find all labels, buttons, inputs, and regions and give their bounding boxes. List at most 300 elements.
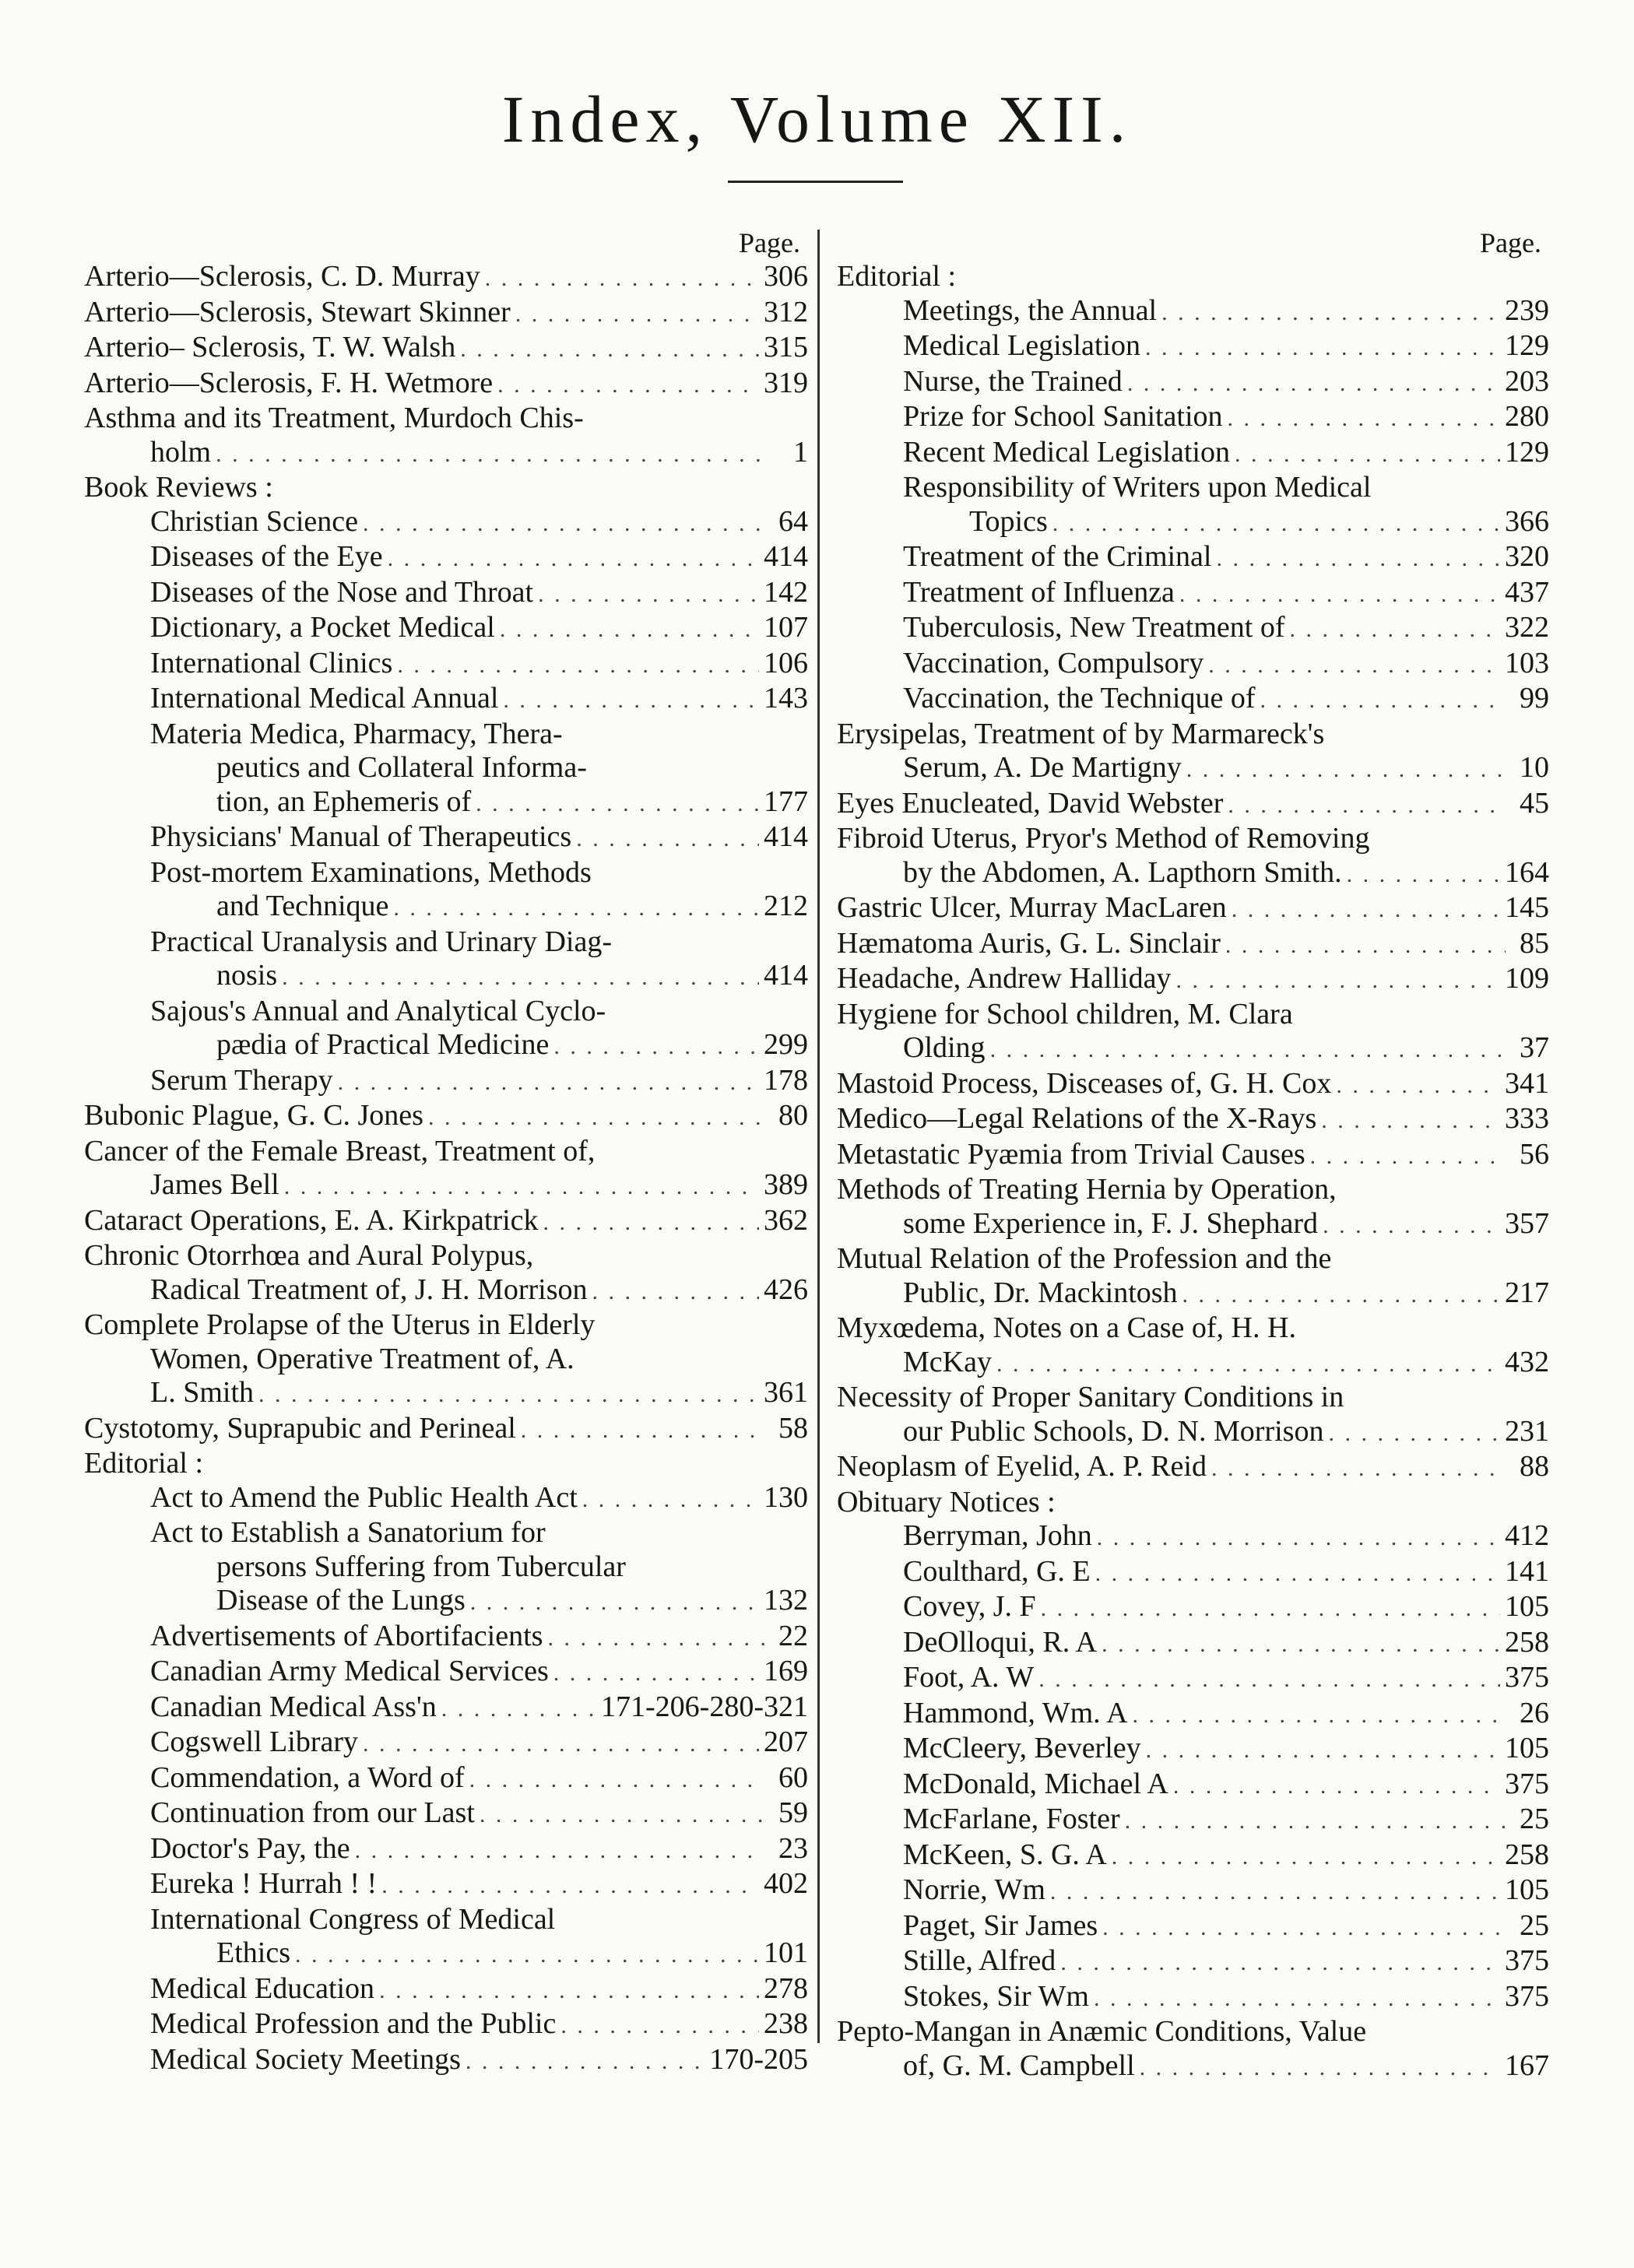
leader-dots	[521, 1413, 764, 1448]
leader-dots	[500, 613, 759, 647]
entry-text: Fibroid Uterus, Pryor's Method of Removing	[837, 822, 1370, 855]
index-entry	[837, 1519, 1549, 1555]
entry-text: Arterio—Sclerosis, F. H. Wetmore	[84, 366, 494, 399]
leader-dots	[1216, 542, 1500, 576]
index-entry	[84, 856, 808, 925]
entry-text: nosis	[216, 959, 278, 992]
page-number: 26	[1520, 1696, 1549, 1729]
entry-text: Obituary Notices :	[837, 1485, 1056, 1518]
index-entry	[837, 1768, 1549, 1803]
index-entry	[84, 1516, 808, 1620]
page-number: 37	[1520, 1031, 1549, 1064]
entry-text: Pepto-Mangan in Anæmic Conditions, Value	[837, 2015, 1367, 2048]
leader-dots	[480, 1798, 764, 1832]
entry-text: Women, Operative Treatment of, A.	[150, 1342, 575, 1375]
page-number: 10	[1520, 751, 1549, 784]
entry-text: International Congress of Medical	[150, 1902, 556, 1936]
index-section-heading	[84, 1447, 808, 1481]
page-number: 105	[1505, 1873, 1549, 1906]
leader-dots	[1038, 1662, 1500, 1697]
leader-dots	[996, 1347, 1500, 1382]
page-number: 129	[1505, 329, 1549, 362]
page-number: 167	[1505, 2049, 1549, 2082]
page-number: 412	[1505, 1519, 1549, 1552]
page-number: 109	[1505, 962, 1549, 995]
leader-dots	[338, 1066, 759, 1100]
leader-dots	[1347, 858, 1500, 892]
page-number: 426	[764, 1273, 808, 1306]
leader-dots	[1041, 1592, 1500, 1626]
entry-text: and Technique	[216, 890, 389, 922]
entry-text: Gastric Ulcer, Murray MacLaren	[837, 891, 1227, 924]
leader-dots	[1145, 331, 1500, 365]
index-entry	[84, 1972, 808, 2008]
entry-text: Responsibility of Writers upon Medical	[903, 471, 1372, 504]
page-number: 375	[1505, 1979, 1549, 2013]
entry-text: Neoplasm of Eyelid, A. P. Reid	[837, 1450, 1207, 1483]
leader-dots	[515, 297, 759, 332]
page-column-label: Page.	[739, 227, 800, 258]
entry-text: of, G. M. Campbell	[903, 2049, 1135, 2082]
entry-text: Editorial :	[837, 260, 957, 293]
page-number: 103	[1505, 646, 1549, 679]
page-number: 414	[764, 959, 808, 992]
entry-text: Medico—Legal Relations of the X-Rays	[837, 1102, 1317, 1135]
index-entry	[84, 1099, 808, 1135]
page-number: 105	[1505, 1590, 1549, 1623]
entry-text: Topics	[969, 504, 1048, 538]
entry-text: Hygiene for School children, M. Clara	[837, 997, 1293, 1030]
entry-text: Serum, A. De Martigny	[903, 751, 1182, 784]
leader-dots	[466, 2045, 705, 2079]
index-entry	[837, 927, 1549, 963]
left-column	[84, 226, 808, 2078]
entry-text: Complete Prolapse of the Uterus in Elderly	[84, 1308, 596, 1341]
leader-dots	[393, 891, 759, 925]
page-number: 101	[764, 1936, 808, 1969]
entry-text: Post-mortem Examinations, Methods	[150, 855, 592, 889]
entry-text: Mastoid Process, Disceases of, G. H. Cox	[837, 1066, 1332, 1100]
index-section-heading	[837, 260, 1549, 294]
leader-dots	[1225, 929, 1506, 963]
entry-text: Continuation from our Last	[150, 1796, 475, 1829]
index-entry	[837, 1626, 1549, 1662]
index-entry	[84, 611, 808, 647]
entry-text: McFarlane, Foster	[903, 1803, 1120, 1835]
leader-dots	[1102, 1911, 1506, 1945]
entry-text: Canadian Medical Ass'n	[150, 1690, 437, 1723]
entry-text: persons Suffering from Tubercular	[216, 1550, 626, 1583]
entry-text: McKay	[903, 1345, 992, 1378]
page-number: 88	[1520, 1450, 1549, 1483]
entry-text: International Medical Annual	[150, 682, 499, 714]
entry-text: Paget, Sir James	[903, 1908, 1098, 1942]
leader-dots	[1260, 683, 1506, 718]
entry-text: pædia of Practical Medicine	[216, 1028, 550, 1061]
leader-dots	[381, 1869, 759, 1903]
entry-text: Sajous's Annual and Analytical Cyclo-	[150, 994, 606, 1027]
entry-text: Stille, Alfred	[903, 1944, 1056, 1977]
page-number: 322	[1505, 611, 1549, 644]
entry-text: Arterio– Sclerosis, T. W. Walsh	[84, 331, 456, 363]
page-number: 306	[764, 260, 808, 293]
page-number: 357	[1505, 1206, 1549, 1240]
leader-dots	[441, 1692, 596, 1726]
page-column-label: Page.	[1480, 227, 1541, 258]
entry-text: Diseases of the Eye	[150, 540, 383, 573]
leader-dots	[1232, 893, 1500, 927]
page-number: 258	[1505, 1838, 1549, 1871]
leader-dots	[1179, 578, 1500, 612]
leader-dots	[216, 437, 764, 472]
leader-dots	[1211, 1452, 1506, 1486]
page-number: 231	[1505, 1414, 1549, 1448]
index-entry	[84, 995, 808, 1064]
index-entry	[84, 1204, 808, 1240]
index-entry	[837, 1242, 1549, 1311]
index-entry	[84, 925, 808, 995]
leader-dots	[363, 1727, 759, 1761]
entry-text: Medical Education	[150, 1971, 375, 2005]
entry-text: Prize for School Sanitation	[903, 400, 1223, 433]
leader-dots	[1336, 1069, 1500, 1103]
index-entry	[84, 1135, 808, 1204]
index-entry	[84, 718, 808, 821]
leader-dots	[1186, 753, 1506, 787]
page-number: 170-205	[709, 2042, 808, 2076]
entry-text: Treatment of the Criminal	[903, 540, 1212, 573]
index-entry	[837, 822, 1549, 891]
leader-dots	[379, 1974, 759, 2008]
page-number: 414	[764, 540, 808, 573]
index-section-heading	[84, 471, 808, 505]
leader-dots	[1323, 1209, 1500, 1243]
leader-dots	[1182, 1278, 1500, 1312]
index-entry	[837, 1381, 1549, 1450]
entry-text: Tuberculosis, New Treatment of	[903, 611, 1285, 644]
page-number: 299	[764, 1028, 808, 1061]
leader-dots	[485, 262, 759, 296]
index-entry	[837, 891, 1549, 927]
page-number: 362	[764, 1203, 808, 1237]
index-entry	[84, 1690, 808, 1726]
index-entry	[837, 400, 1549, 436]
entry-text: McDonald, Michael A	[903, 1767, 1168, 1800]
page-title: Index, Volume XII.	[501, 82, 1133, 156]
leader-dots	[497, 368, 759, 402]
page-number: 56	[1520, 1137, 1549, 1171]
index-entry	[837, 1661, 1549, 1697]
page-number: 58	[778, 1411, 808, 1445]
entry-text: Advertisements of Abortifacients	[150, 1619, 543, 1652]
page-number: 164	[1505, 855, 1549, 889]
page-number: 402	[764, 1867, 808, 1900]
entry-text: Diseases of the Nose and Throat	[150, 575, 534, 609]
index-entry	[84, 1903, 808, 1972]
page-number: 320	[1505, 540, 1549, 573]
entry-text: Berryman, John	[903, 1519, 1092, 1552]
index-entry	[84, 505, 808, 541]
index-entry	[837, 682, 1549, 718]
entry-text: Cogswell Library	[150, 1726, 359, 1758]
page-number: 177	[764, 785, 808, 818]
page-number: 64	[778, 504, 808, 538]
entry-text: Dictionary, a Pocket Medical	[150, 611, 495, 644]
index-entry	[84, 1832, 808, 1868]
entry-text: Christian Science	[150, 504, 358, 538]
entry-text: Headache, Andrew Halliday	[837, 962, 1172, 995]
page-number: 432	[1505, 1345, 1549, 1378]
entry-text: Mutual Relation of the Profession and the	[837, 1242, 1332, 1275]
entry-text: Norrie, Wm	[903, 1873, 1045, 1906]
index-entry	[84, 1655, 808, 1690]
page-number: 389	[764, 1168, 808, 1201]
leader-dots	[1060, 1946, 1500, 1980]
entry-text: Public, Dr. Mackintosh	[903, 1276, 1178, 1309]
entry-text: Medical Profession and the Public	[150, 2007, 557, 2040]
index-entry	[84, 1867, 808, 1903]
index-entry	[84, 1726, 808, 1761]
leader-dots	[547, 1621, 764, 1655]
page-number: 143	[764, 682, 808, 714]
index-entry	[837, 1590, 1549, 1626]
index-entry	[84, 647, 808, 683]
leader-dots	[1321, 1104, 1500, 1138]
page-number: 333	[1505, 1102, 1549, 1135]
entry-text: by the Abdomen, A. Lapthorn Smith.	[903, 855, 1342, 889]
leader-dots	[1328, 1417, 1500, 1451]
entry-text: Vaccination, Compulsory	[903, 646, 1204, 679]
leader-dots	[258, 1378, 759, 1412]
index-entry	[837, 1803, 1549, 1838]
entry-text: Arterio—Sclerosis, Stewart Skinner	[84, 295, 511, 328]
entry-text: Practical Uranalysis and Urinary Diag-	[150, 925, 613, 958]
entry-text: tion, an Ephemeris of	[216, 785, 472, 818]
leader-dots	[428, 1101, 764, 1135]
index-entry	[837, 1138, 1549, 1174]
entry-text: Radical Treatment of, J. H. Morrison	[150, 1273, 588, 1306]
page-number: 258	[1505, 1625, 1549, 1659]
leader-dots	[1175, 964, 1500, 998]
page-number: 142	[764, 575, 808, 609]
leader-dots	[476, 787, 759, 821]
entry-text: DeOlloqui, R. A	[903, 1625, 1098, 1659]
index-entry	[837, 962, 1549, 998]
page-number: 178	[764, 1063, 808, 1097]
page-number: 169	[764, 1655, 808, 1687]
page-number: 375	[1505, 1944, 1549, 1977]
index-section-heading	[837, 1486, 1549, 1520]
leader-dots	[282, 960, 759, 995]
entry-text: McKeen, S. G. A	[903, 1838, 1107, 1871]
leader-dots	[576, 822, 759, 856]
page-number: 99	[1520, 682, 1549, 714]
page-number: 171-206-280-321	[601, 1690, 808, 1723]
entry-text: peutics and Collateral Informa-	[216, 751, 587, 784]
index-entry	[84, 1064, 808, 1100]
leader-dots	[1133, 1698, 1506, 1733]
index-entry	[84, 1412, 808, 1448]
leader-dots	[388, 542, 759, 576]
index-entry	[84, 402, 808, 471]
leader-dots	[1050, 1875, 1500, 1909]
leader-dots	[1094, 1982, 1500, 2016]
entry-text: Nurse, the Trained	[903, 364, 1123, 398]
index-entry	[837, 1311, 1549, 1381]
entry-text: Medical Legislation	[903, 329, 1140, 362]
entry-text: Erysipelas, Treatment of by Marmareck's	[837, 717, 1325, 750]
entry-text: Cancer of the Female Breast, Treatment of,	[84, 1134, 596, 1167]
right-column	[837, 226, 1549, 2084]
leader-dots	[1127, 367, 1500, 401]
index-entry	[837, 540, 1549, 576]
page-number: 203	[1505, 364, 1549, 398]
leader-dots	[284, 1170, 759, 1204]
index-entry	[837, 471, 1549, 540]
entry-text: Editorial :	[84, 1447, 204, 1480]
entry-text: Hæmatoma Auris, G. L. Sinclair	[837, 926, 1221, 960]
leader-dots	[560, 2009, 759, 2043]
page-number: 341	[1505, 1066, 1549, 1100]
entry-text: Cystotomy, Suprapubic and Perineal	[84, 1411, 516, 1445]
index-entry	[837, 294, 1549, 330]
entry-text: Disease of the Lungs	[216, 1584, 466, 1617]
leader-dots	[1235, 437, 1500, 472]
entry-text: Metastatic Pyæmia from Trivial Causes	[837, 1137, 1305, 1171]
leader-dots	[553, 1030, 759, 1064]
page-number: 130	[764, 1480, 808, 1514]
leader-dots	[1228, 402, 1500, 436]
entry-text: Myxœdema, Notes on a Case of, H. H.	[837, 1311, 1296, 1344]
leader-dots	[1097, 1521, 1500, 1555]
page-number: 25	[1520, 1908, 1549, 1942]
entry-text: Necessity of Proper Sanitary Conditions in	[837, 1381, 1344, 1413]
entry-text: Act to Establish a Sanatorium for	[150, 1516, 546, 1549]
entry-text: Doctor's Pay, the	[150, 1831, 350, 1865]
entry-text: Bubonic Plague, G. C. Jones	[84, 1099, 423, 1132]
page-number: 106	[764, 646, 808, 679]
page-number: 22	[778, 1619, 808, 1652]
page-number: 375	[1505, 1661, 1549, 1694]
leader-dots	[1052, 507, 1500, 541]
entry-text: Methods of Treating Hernia by Operation,	[837, 1173, 1337, 1206]
leader-dots	[592, 1275, 759, 1309]
entry-text: Treatment of Influenza	[903, 575, 1175, 609]
page-number: 437	[1505, 575, 1549, 609]
leader-dots	[1112, 1840, 1500, 1874]
page-number: 25	[1520, 1803, 1549, 1835]
page-number: 239	[1505, 293, 1549, 327]
leader-dots	[553, 1656, 759, 1690]
leader-dots	[1228, 788, 1506, 823]
index-entry	[837, 576, 1549, 612]
entry-text: Asthma and its Treatment, Murdoch Chis-	[84, 402, 584, 434]
leader-dots	[469, 1763, 764, 1797]
page-number: 1	[793, 435, 808, 469]
page-number: 414	[764, 820, 808, 853]
page-number: 212	[764, 890, 808, 922]
index-entry	[84, 820, 808, 856]
leader-dots	[1125, 1804, 1506, 1838]
index-entry	[837, 1173, 1549, 1242]
column-divider	[817, 230, 820, 2043]
page-number: 217	[1505, 1276, 1549, 1309]
index-entry	[837, 1697, 1549, 1733]
entry-text: Canadian Army Medical Services	[150, 1655, 549, 1687]
leader-dots	[355, 1834, 764, 1868]
page-number: 141	[1505, 1554, 1549, 1588]
entry-text: James Bell	[150, 1168, 279, 1201]
page-number: 129	[1505, 435, 1549, 469]
page-number: 45	[1520, 786, 1549, 820]
index-entry	[837, 647, 1549, 683]
entry-text: Arterio—Sclerosis, C. D. Murray	[84, 260, 480, 293]
entry-text: Ethics	[216, 1936, 290, 1969]
entry-text: Act to Amend the Public Health Act	[150, 1480, 578, 1514]
index-entry	[837, 998, 1549, 1067]
entry-text: holm	[150, 435, 212, 469]
page-number: 312	[764, 295, 808, 328]
page-number: 375	[1505, 1767, 1549, 1800]
leader-dots	[470, 1585, 759, 1620]
page-number: 315	[764, 331, 808, 363]
entry-text: Foot, A. W	[903, 1661, 1035, 1694]
entry-text: Olding	[903, 1031, 986, 1064]
page-number: 23	[778, 1831, 808, 1865]
leader-dots	[503, 683, 759, 718]
entry-text: Eyes Enucleated, David Webster	[837, 786, 1224, 820]
index-entry	[837, 329, 1549, 365]
leader-dots	[1095, 1557, 1500, 1591]
entry-text: Recent Medical Legislation	[903, 435, 1230, 469]
leader-dots	[990, 1033, 1506, 1067]
index-entry	[84, 2007, 808, 2043]
index-entry	[84, 296, 808, 332]
entry-text: Hammond, Wm. A	[903, 1696, 1128, 1729]
entry-text: Eureka ! Hurrah ! !	[150, 1867, 378, 1900]
index-entry	[837, 1909, 1549, 1945]
index-entry	[84, 2043, 808, 2079]
entry-text: Materia Medica, Pharmacy, Thera-	[150, 717, 563, 750]
page-number: 319	[764, 366, 808, 399]
entry-text: Stokes, Sir Wm	[903, 1979, 1089, 2013]
index-entry	[84, 1308, 808, 1412]
title-rule	[728, 181, 903, 183]
index-entry	[837, 1555, 1549, 1591]
page-number: 60	[778, 1761, 808, 1794]
leader-dots	[1310, 1139, 1506, 1174]
index-entry	[837, 1838, 1549, 1874]
page-number: 207	[764, 1726, 808, 1758]
index-entry	[84, 1481, 808, 1517]
entry-text: L. Smith	[150, 1376, 255, 1409]
entry-text: McCleery, Beverley	[903, 1732, 1141, 1764]
leader-dots	[397, 648, 759, 683]
index-entry	[837, 436, 1549, 472]
page-number: 145	[1505, 891, 1549, 924]
leader-dots	[1102, 1627, 1500, 1662]
index-entry	[837, 2015, 1549, 2084]
page-number: 278	[764, 1971, 808, 2005]
index-entry	[84, 682, 808, 718]
index-entry	[84, 1239, 808, 1308]
page-number: 238	[764, 2007, 808, 2040]
left-entries	[84, 260, 808, 2078]
entry-text: Coulthard, G. E	[903, 1554, 1091, 1588]
index-entry	[837, 1944, 1549, 1980]
entry-text: some Experience in, F. J. Shephard	[903, 1206, 1319, 1240]
leader-dots	[582, 1483, 759, 1517]
